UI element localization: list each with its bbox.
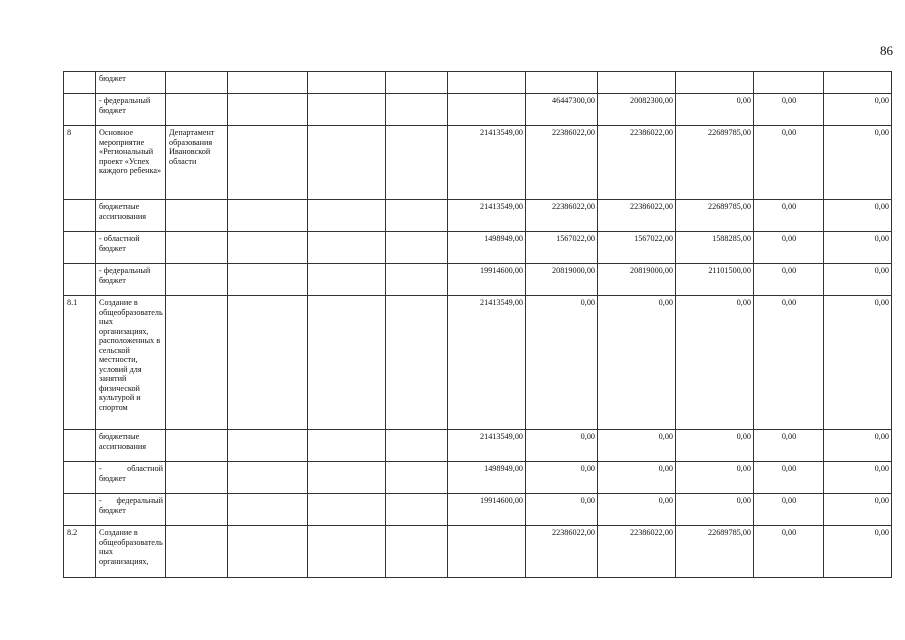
row-name-cell: Создание в общеобразовательных организациях, расположенных в сельской местности, условий для занятий физической культурой и спортом [96, 296, 166, 430]
amount-cell: 21413549,00 [448, 126, 526, 200]
table-row [64, 462, 892, 494]
amount-cell: 0,00 [526, 494, 598, 526]
amount-cell: 0,00 [754, 200, 824, 232]
amount-cell: 0,00 [824, 94, 892, 126]
amount-cell: 20082300,00 [598, 94, 676, 126]
amount-cell: 21413549,00 [448, 430, 526, 462]
empty-cell [386, 264, 448, 296]
empty-cell [308, 526, 386, 578]
amount-cell: 0,00 [676, 296, 754, 430]
row-number-cell [64, 264, 96, 296]
amount-cell: 0,00 [598, 494, 676, 526]
empty-cell [386, 126, 448, 200]
row-number-cell: 8.2 [64, 526, 96, 578]
table-row [64, 232, 892, 264]
amount-cell: 0,00 [598, 296, 676, 430]
row-name-cell: - федеральный бюджет [96, 264, 166, 296]
amount-cell: 0,00 [676, 462, 754, 494]
amount-cell: 0,00 [754, 126, 824, 200]
row-name-cell: - областной бюджет [96, 462, 166, 494]
amount-cell: 0,00 [754, 264, 824, 296]
amount-cell [526, 72, 598, 94]
amount-cell: 22386022,00 [526, 526, 598, 578]
amount-cell: 0,00 [754, 296, 824, 430]
table-row [64, 126, 892, 200]
amount-cell: 22386022,00 [598, 126, 676, 200]
row-name-cell: - федеральный бюджет [96, 94, 166, 126]
empty-cell [308, 296, 386, 430]
table-row [64, 526, 892, 578]
executor-cell [166, 94, 228, 126]
empty-cell [228, 462, 308, 494]
row-name-cell: бюджет [96, 72, 166, 94]
amount-cell: 0,00 [754, 430, 824, 462]
empty-cell [308, 200, 386, 232]
amount-cell: 1588285,00 [676, 232, 754, 264]
table-row [64, 264, 892, 296]
budget-table [63, 71, 892, 578]
executor-cell [166, 264, 228, 296]
executor-cell [166, 200, 228, 232]
executor-cell [166, 296, 228, 430]
empty-cell [386, 430, 448, 462]
executor-cell [166, 494, 228, 526]
executor-cell [166, 462, 228, 494]
amount-cell: 0,00 [598, 430, 676, 462]
amount-cell: 21101500,00 [676, 264, 754, 296]
table-row [64, 72, 892, 94]
amount-cell: 0,00 [526, 462, 598, 494]
amount-cell: 0,00 [526, 296, 598, 430]
executor-cell [166, 430, 228, 462]
amount-cell: 22689785,00 [676, 200, 754, 232]
amount-cell [448, 94, 526, 126]
amount-cell [448, 72, 526, 94]
empty-cell [228, 200, 308, 232]
empty-cell [308, 72, 386, 94]
amount-cell: 1567022,00 [598, 232, 676, 264]
amount-cell: 0,00 [824, 200, 892, 232]
amount-cell: 21413549,00 [448, 296, 526, 430]
empty-cell [228, 94, 308, 126]
amount-cell: 0,00 [824, 126, 892, 200]
empty-cell [308, 232, 386, 264]
amount-cell: 22386022,00 [526, 200, 598, 232]
empty-cell [228, 232, 308, 264]
row-name-cell: бюджетные ассигнования [96, 430, 166, 462]
amount-cell: 1567022,00 [526, 232, 598, 264]
row-number-cell [64, 72, 96, 94]
row-number-cell [64, 232, 96, 264]
amount-cell: 22386022,00 [598, 526, 676, 578]
row-number-cell: 8 [64, 126, 96, 200]
amount-cell: 19914600,00 [448, 494, 526, 526]
empty-cell [228, 72, 308, 94]
amount-cell: 0,00 [824, 296, 892, 430]
row-name-cell: Основное мероприятие «Региональный проект «Успех каждого ребенка» [96, 126, 166, 200]
amount-cell: 0,00 [754, 494, 824, 526]
row-number-cell [64, 462, 96, 494]
row-number-cell [64, 494, 96, 526]
amount-cell: 0,00 [824, 494, 892, 526]
empty-cell [228, 526, 308, 578]
row-number-cell: 8.1 [64, 296, 96, 430]
empty-cell [308, 264, 386, 296]
amount-cell: 20819000,00 [598, 264, 676, 296]
amount-cell [824, 72, 892, 94]
amount-cell: 0,00 [676, 430, 754, 462]
amount-cell [448, 526, 526, 578]
empty-cell [308, 430, 386, 462]
row-number-cell [64, 94, 96, 126]
empty-cell [386, 232, 448, 264]
amount-cell: 1498949,00 [448, 232, 526, 264]
amount-cell: 20819000,00 [526, 264, 598, 296]
amount-cell: 0,00 [824, 526, 892, 578]
empty-cell [228, 126, 308, 200]
amount-cell: 0,00 [824, 430, 892, 462]
table-row [64, 200, 892, 232]
empty-cell [228, 296, 308, 430]
amount-cell: 22689785,00 [676, 126, 754, 200]
row-number-cell [64, 200, 96, 232]
table-body [64, 72, 892, 578]
amount-cell: 0,00 [754, 526, 824, 578]
amount-cell [676, 72, 754, 94]
empty-cell [228, 494, 308, 526]
empty-cell [386, 94, 448, 126]
amount-cell: 19914600,00 [448, 264, 526, 296]
amount-cell: 0,00 [676, 94, 754, 126]
empty-cell [386, 200, 448, 232]
amount-cell: 1498949,00 [448, 462, 526, 494]
row-number-cell [64, 430, 96, 462]
empty-cell [308, 462, 386, 494]
executor-cell: Департамент образования Ивановской области [166, 126, 228, 200]
empty-cell [386, 462, 448, 494]
empty-cell [308, 94, 386, 126]
table-row [64, 494, 892, 526]
table-row [64, 296, 892, 430]
empty-cell [386, 296, 448, 430]
amount-cell: 46447300,00 [526, 94, 598, 126]
empty-cell [386, 526, 448, 578]
amount-cell: 0,00 [824, 232, 892, 264]
empty-cell [386, 72, 448, 94]
empty-cell [386, 494, 448, 526]
empty-cell [228, 430, 308, 462]
executor-cell [166, 526, 228, 578]
executor-cell [166, 72, 228, 94]
amount-cell: 22386022,00 [598, 200, 676, 232]
row-name-cell: Создание в общеобразовательных организациях, [96, 526, 166, 578]
table-row [64, 94, 892, 126]
row-name-cell: - федеральный бюджет [96, 494, 166, 526]
executor-cell [166, 232, 228, 264]
amount-cell: 22689785,00 [676, 526, 754, 578]
amount-cell: 0,00 [824, 462, 892, 494]
empty-cell [308, 494, 386, 526]
amount-cell: 22386022,00 [526, 126, 598, 200]
amount-cell: 0,00 [526, 430, 598, 462]
amount-cell: 0,00 [676, 494, 754, 526]
table-row [64, 430, 892, 462]
amount-cell: 0,00 [754, 232, 824, 264]
amount-cell: 21413549,00 [448, 200, 526, 232]
amount-cell [754, 72, 824, 94]
row-name-cell: - областной бюджет [96, 232, 166, 264]
empty-cell [228, 264, 308, 296]
amount-cell: 0,00 [598, 462, 676, 494]
amount-cell: 0,00 [754, 94, 824, 126]
amount-cell: 0,00 [754, 462, 824, 494]
amount-cell [598, 72, 676, 94]
empty-cell [308, 126, 386, 200]
amount-cell: 0,00 [824, 264, 892, 296]
row-name-cell: бюджетные ассигнования [96, 200, 166, 232]
page-number: 86 [880, 43, 893, 58]
